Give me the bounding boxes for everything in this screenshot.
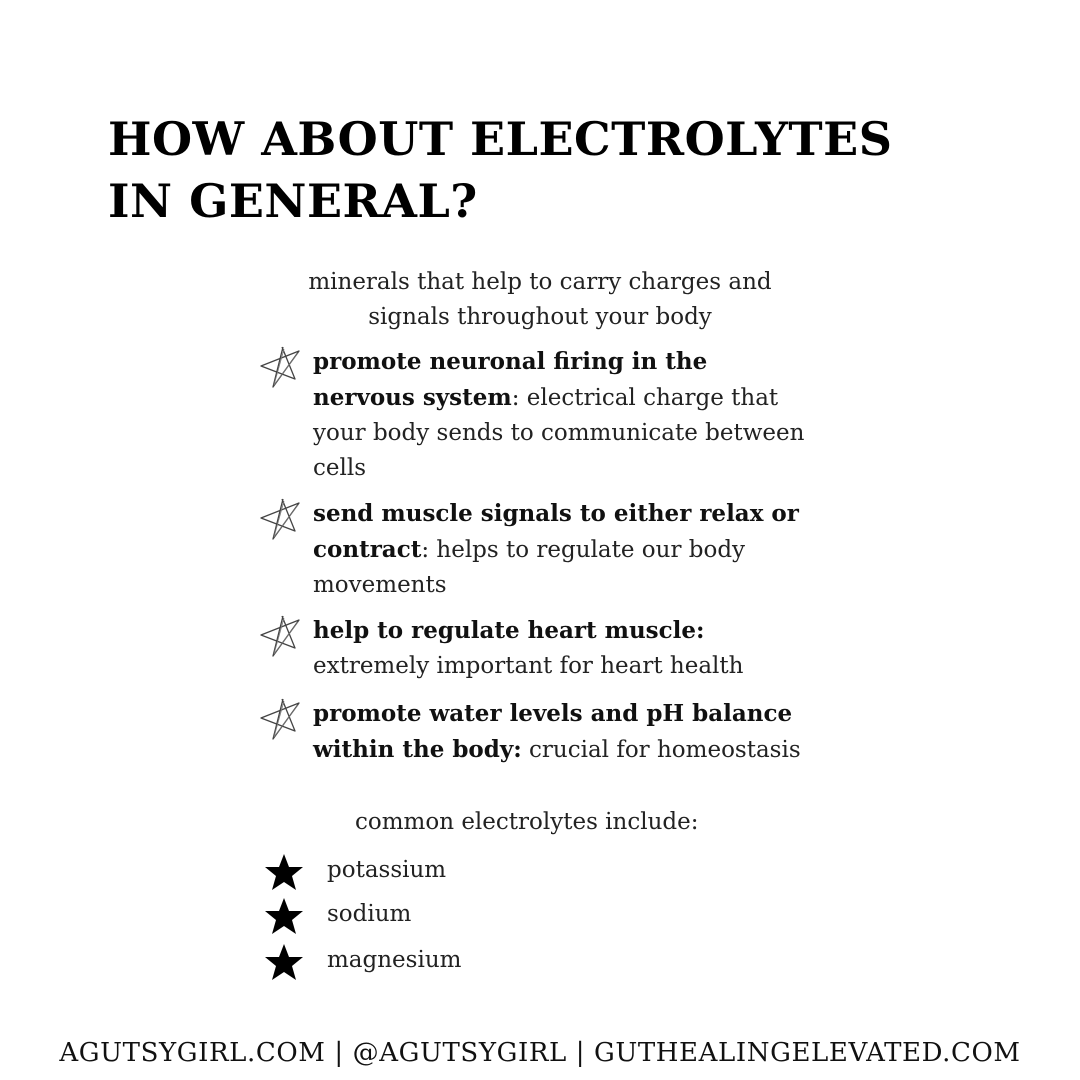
solid-star-icon: [262, 852, 306, 892]
hand-drawn-star-icon: [258, 344, 304, 390]
point-heading: help to regulate heart muscle:: [313, 617, 705, 644]
solid-star-icon: [262, 896, 306, 936]
electrolyte-label: potassium: [327, 857, 447, 883]
point-detail: crucial for homeostasis: [521, 737, 801, 763]
point-heading: promote neuronal firing in the nervous system: [313, 348, 708, 411]
point-heading: send muscle signals to either relax or contract: [313, 500, 799, 563]
electrolyte-label: magnesium: [327, 947, 462, 973]
point-text: [313, 344, 813, 486]
point-heading: promote water levels and pH balance within the body:: [313, 700, 793, 763]
intro-text: minerals that help to carry charges and signals throughout your body: [308, 269, 772, 330]
solid-star-icon: [262, 942, 306, 982]
hand-drawn-star-icon: [258, 613, 304, 659]
point-text: [313, 696, 813, 768]
footer-credits: AGUTSYGIRL.COM | @AGUTSYGIRL | GUTHEALINGELEVATED.COM: [59, 1038, 1021, 1068]
point-text: [313, 496, 813, 603]
point-detail: : helps to regulate our body movements: [313, 537, 746, 598]
electrolyte-label: sodium: [327, 901, 412, 927]
list-item: [262, 942, 562, 982]
hand-drawn-star-icon: [258, 496, 304, 542]
common-electrolytes-label: common electrolytes include:: [355, 809, 699, 835]
point-text: [313, 613, 813, 684]
page-title: HOW ABOUT ELECTROLYTES IN GENERAL?: [108, 112, 893, 228]
point-detail: extremely important for heart health: [313, 653, 744, 679]
point-detail: : electrical charge that your body sends to communicate between cells: [313, 385, 805, 481]
hand-drawn-star-icon: [258, 696, 304, 742]
list-item: [262, 852, 562, 892]
list-item: [262, 896, 562, 936]
